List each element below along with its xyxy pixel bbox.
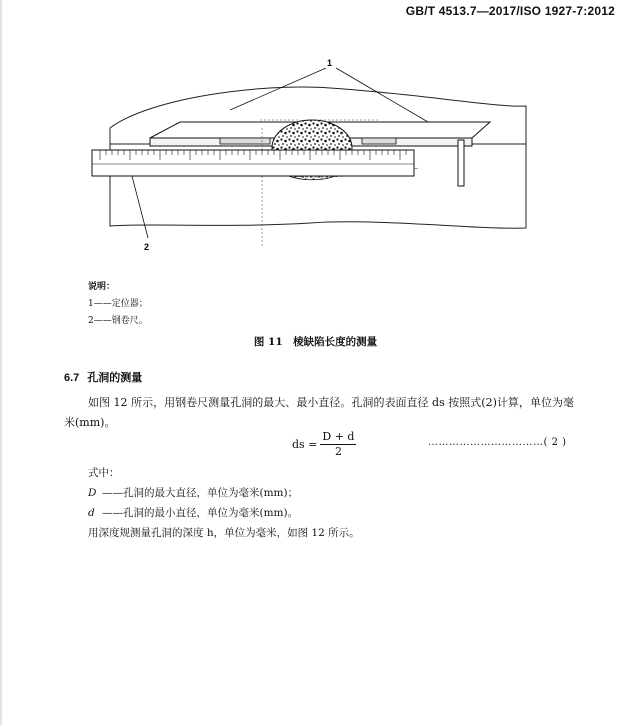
clip-left: [220, 138, 270, 144]
legend-item: 1——定位器；: [88, 299, 148, 309]
page-edge-shadow: [0, 0, 3, 725]
formula-numerator: D + d: [322, 430, 355, 443]
leader-2: [132, 176, 148, 238]
figure-label-2: 2: [144, 242, 150, 252]
where-intro: 式中：: [88, 467, 120, 479]
definition-text: ——孔洞的最小直径，单位为毫米(mm)。: [102, 507, 299, 519]
section-heading: [64, 369, 142, 385]
standard-header: GB/T 4513.7—2017/ISO 1927-7:2012: [405, 4, 615, 18]
legend-item: 2——钢卷尺。: [88, 316, 148, 326]
formula-dots: ……………………………: [428, 437, 544, 448]
formula: [292, 430, 356, 459]
figure-caption: 图 11 棱缺陷长度的测量: [253, 336, 378, 348]
section-number: 6.7: [64, 372, 80, 384]
figure-legend: [88, 279, 148, 330]
leader-1b: [336, 68, 428, 122]
formula-number-line: [428, 437, 567, 448]
legend-title: 说明：: [88, 282, 116, 292]
definition-symbol: d: [88, 507, 95, 519]
formula-fraction: [320, 430, 356, 459]
figure-11-drawing: [80, 58, 540, 258]
definition-row: [88, 483, 360, 503]
definition-row: [88, 503, 360, 523]
steel-tape: [92, 150, 414, 176]
leader-1a: [230, 68, 326, 110]
clip-right: [362, 138, 396, 144]
definition-symbol: D: [88, 487, 97, 499]
where-block: [88, 463, 360, 543]
section-title: 孔洞的测量: [87, 371, 143, 384]
definition-text: ——孔洞的最大直径，单位为毫米(mm)；: [102, 487, 299, 499]
body-paragraph: 如图 12 所示，用钢卷尺测量孔洞的最大、最小直径。孔洞的表面直径 ds 按照式(2)计算，单位为毫米(mm)。: [64, 396, 574, 429]
formula-denominator: 2: [334, 445, 342, 458]
closing-sentence: 用深度规测量孔洞的深度 h，单位为毫米，如图 12 所示。: [88, 527, 360, 539]
formula-number: ( 2 ): [543, 437, 567, 448]
formula-lhs: ds =: [292, 438, 318, 451]
figure-label-1: 1: [327, 58, 333, 68]
positioner-stop: [458, 140, 464, 186]
